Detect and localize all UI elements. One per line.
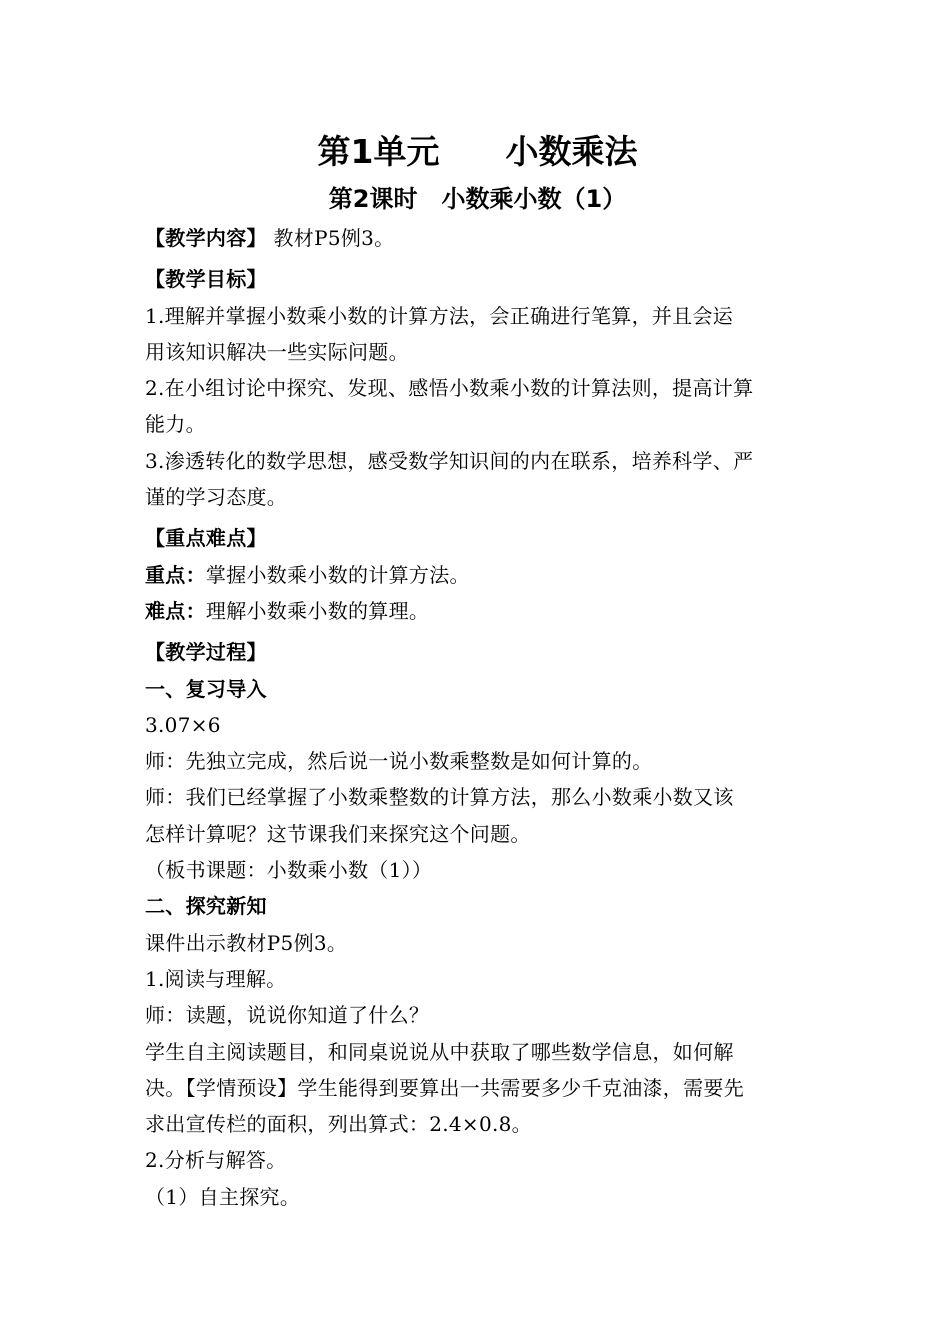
difficult-point-text: 理解小数乘小数的算理。 [205,598,430,623]
section-1-heading: 一、复习导入 [145,676,267,701]
step-1: 1.阅读与理解。 [145,966,287,991]
key-point-text: 掌握小数乘小数的计算方法。 [205,562,470,587]
difficult-point-label: 难点： [145,598,206,623]
board-title: （板书课题：小数乘小数（1）） [145,858,433,883]
difficult-point-line [145,593,810,629]
key-point-line [145,557,810,593]
review-expression: 3.07×6 [145,712,221,737]
objective-3-line-1: 3.渗透转化的数学思想，感受数学知识间的内在联系，培养科学、严 [145,448,754,473]
document-body [145,128,810,1215]
objective-1-line-1: 1.理解并掌握小数乘小数的计算方法，会正确进行笔算，并且会运 [145,303,734,328]
objective-3-line-2: 谨的学习态度。 [145,485,288,510]
key-point-label: 重点： [145,562,206,587]
teacher-line-1: 师：先独立完成，然后说一说小数乘整数是如何计算的。 [145,749,653,774]
teacher-line-2a: 师：我们已经掌握了小数乘整数的计算方法，那么小数乘小数又该 [145,785,734,810]
teaching-content-label: 【教学内容】 [145,226,267,250]
step-2: 2.分析与解答。 [145,1148,287,1173]
objective-2-line-1: 2.在小组讨论中探究、发现、感悟小数乘小数的计算法则，提高计算 [145,376,754,401]
student-line-2: 决。【学情预设】学生能得到要算出一共需要多少千克油漆，需要先 [145,1075,744,1100]
student-line-1: 学生自主阅读题目，和同桌说说从中获取了哪些数学信息，如何解 [145,1039,734,1064]
teacher-line-2b: 怎样计算呢？这节课我们来探究这个问题。 [145,821,531,846]
objectives-heading: 【教学目标】 [145,267,267,292]
teaching-content-line [145,220,810,256]
key-points-heading: 【重点难点】 [145,526,267,551]
section-2-heading: 二、探究新知 [145,894,267,919]
process-heading: 【教学过程】 [145,640,267,665]
courseware-line: 课件出示教材P5例3。 [145,930,348,955]
step-2-sub: （1）自主探究。 [145,1184,301,1209]
objective-2-line-2: 能力。 [145,412,206,437]
teaching-content-text: 教材P5例3。 [266,226,395,250]
objective-1-line-2: 用该知识解决一些实际问题。 [145,339,409,364]
page-subtitle: 第2课时 小数乘小数（1） [328,185,627,213]
page-title: 第1单元 小数乘法 [317,132,638,171]
teacher-line-3: 师：读题，说说你知道了什么？ [145,1003,430,1028]
student-line-3: 求出宣传栏的面积，列出算式：2.4×0.8。 [145,1112,532,1137]
